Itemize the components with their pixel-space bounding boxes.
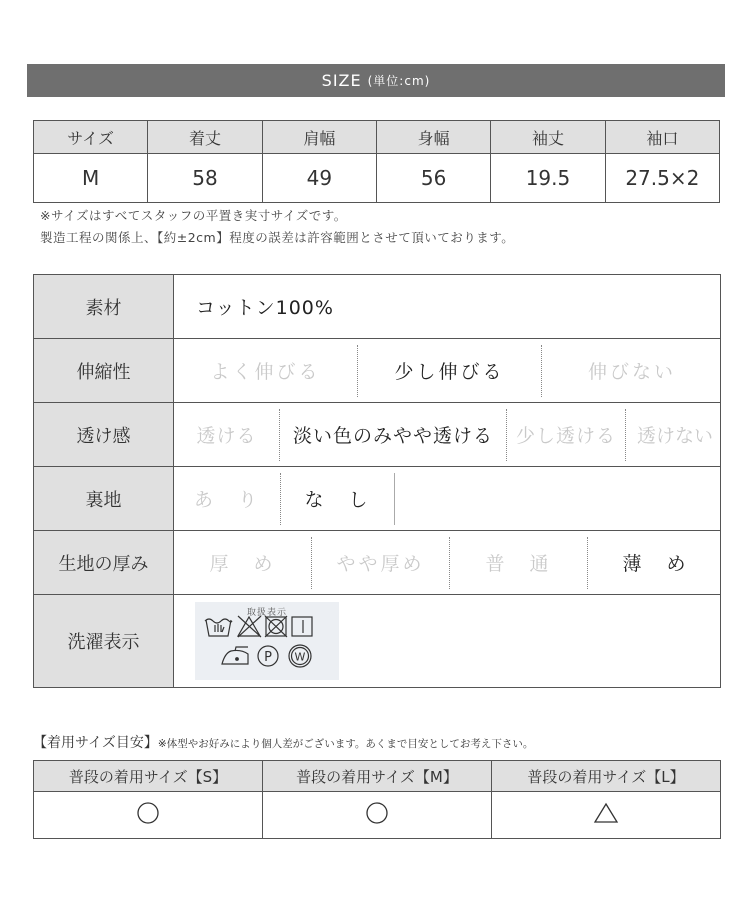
size-header-cell: 身幅 — [376, 121, 490, 154]
fit-guide-table — [33, 760, 721, 839]
spec-label: 透け感 — [34, 403, 174, 466]
spec-row-stretch — [34, 339, 720, 403]
sheer-option: 透ける — [174, 409, 280, 461]
fit-header-cell: 普段の着用サイズ【M】 — [263, 761, 492, 792]
stretch-option: よく伸びる — [174, 345, 358, 397]
size-table-row — [34, 154, 720, 203]
stretch-option-selected: 少し伸びる — [358, 345, 542, 397]
care-label-image — [195, 602, 339, 680]
spec-label: 生地の厚み — [34, 531, 174, 594]
size-header-cell: サイズ — [34, 121, 148, 154]
hand-wash-icon — [205, 619, 232, 636]
spec-label: 伸縮性 — [34, 339, 174, 402]
size-header-cell: 肩幅 — [262, 121, 376, 154]
material-value: コットン100% — [196, 297, 334, 319]
size-value-cell: 56 — [376, 154, 490, 203]
size-table-header-row — [34, 121, 720, 154]
thickness-option-selected: 薄 め — [622, 553, 689, 575]
spec-label: 素材 — [34, 275, 174, 338]
size-unit: (単位:cm) — [367, 74, 431, 88]
size-value-cell: M — [34, 154, 148, 203]
circle-mark-icon — [136, 801, 160, 825]
sheer-option: 透けない — [636, 425, 713, 447]
dry-clean-p-letter: P — [264, 650, 272, 665]
stretch-option: 伸びない — [587, 361, 676, 383]
triangle-mark-icon — [593, 801, 619, 825]
line-dry-icon — [292, 617, 312, 636]
spec-row-material — [34, 275, 720, 339]
care-caption: 取扱表示 — [246, 608, 287, 618]
fit-header-row — [34, 761, 721, 792]
circle-mark-icon — [365, 801, 389, 825]
sheer-option-selected: 淡い色のみやや透ける — [280, 409, 507, 461]
size-note-2: 製造工程の関係上、【約±2cm】程度の誤差は許容範囲とさせて頂いております。 — [40, 230, 515, 245]
size-value-cell: 19.5 — [491, 154, 605, 203]
thickness-option: 厚 め — [174, 537, 312, 589]
fit-header-cell: 普段の着用サイズ【S】 — [34, 761, 263, 792]
iron-low-icon — [222, 647, 248, 664]
no-tumble-dry-icon — [265, 616, 287, 637]
spec-row-thickness — [34, 531, 720, 595]
spec-label: 洗濯表示 — [34, 595, 174, 687]
sheer-option: 少し透ける — [507, 409, 626, 461]
fit-guide-title — [33, 732, 533, 752]
size-value-cell: 27.5×2 — [605, 154, 719, 203]
size-value-cell: 58 — [148, 154, 262, 203]
size-header-cell: 袖丈 — [491, 121, 605, 154]
spec-row-care — [34, 595, 720, 687]
fit-header-cell: 普段の着用サイズ【L】 — [492, 761, 721, 792]
spec-table — [33, 274, 721, 688]
thickness-option: 普 通 — [450, 537, 588, 589]
wet-clean-w-letter: W — [294, 650, 306, 664]
spec-row-sheerness — [34, 403, 720, 467]
size-title: SIZE — [321, 71, 362, 90]
no-bleach-icon — [238, 616, 261, 637]
spec-label: 裏地 — [34, 467, 174, 530]
fit-value-cell — [263, 792, 492, 839]
size-note-1: ※サイズはすべてスタッフの平置き実寸サイズです。 — [40, 208, 347, 223]
size-value-cell: 49 — [262, 154, 376, 203]
fit-value-row — [34, 792, 721, 839]
fit-guide-subtitle: ※体型やお好みにより個人差がございます。あくまで目安としてお考え下さい。 — [157, 738, 534, 750]
fit-value-cell — [34, 792, 263, 839]
thickness-option: やや厚め — [312, 537, 450, 589]
lining-option: あ り — [174, 473, 281, 525]
spec-row-lining — [34, 467, 720, 531]
size-header-cell: 着丈 — [148, 121, 262, 154]
fit-value-cell — [492, 792, 721, 839]
size-table — [33, 120, 720, 203]
lining-option-selected: な し — [281, 473, 395, 525]
size-section-header — [27, 64, 725, 97]
size-header-cell: 袖口 — [605, 121, 719, 154]
fit-guide-heading: 【着用サイズ目安】 — [33, 735, 158, 751]
